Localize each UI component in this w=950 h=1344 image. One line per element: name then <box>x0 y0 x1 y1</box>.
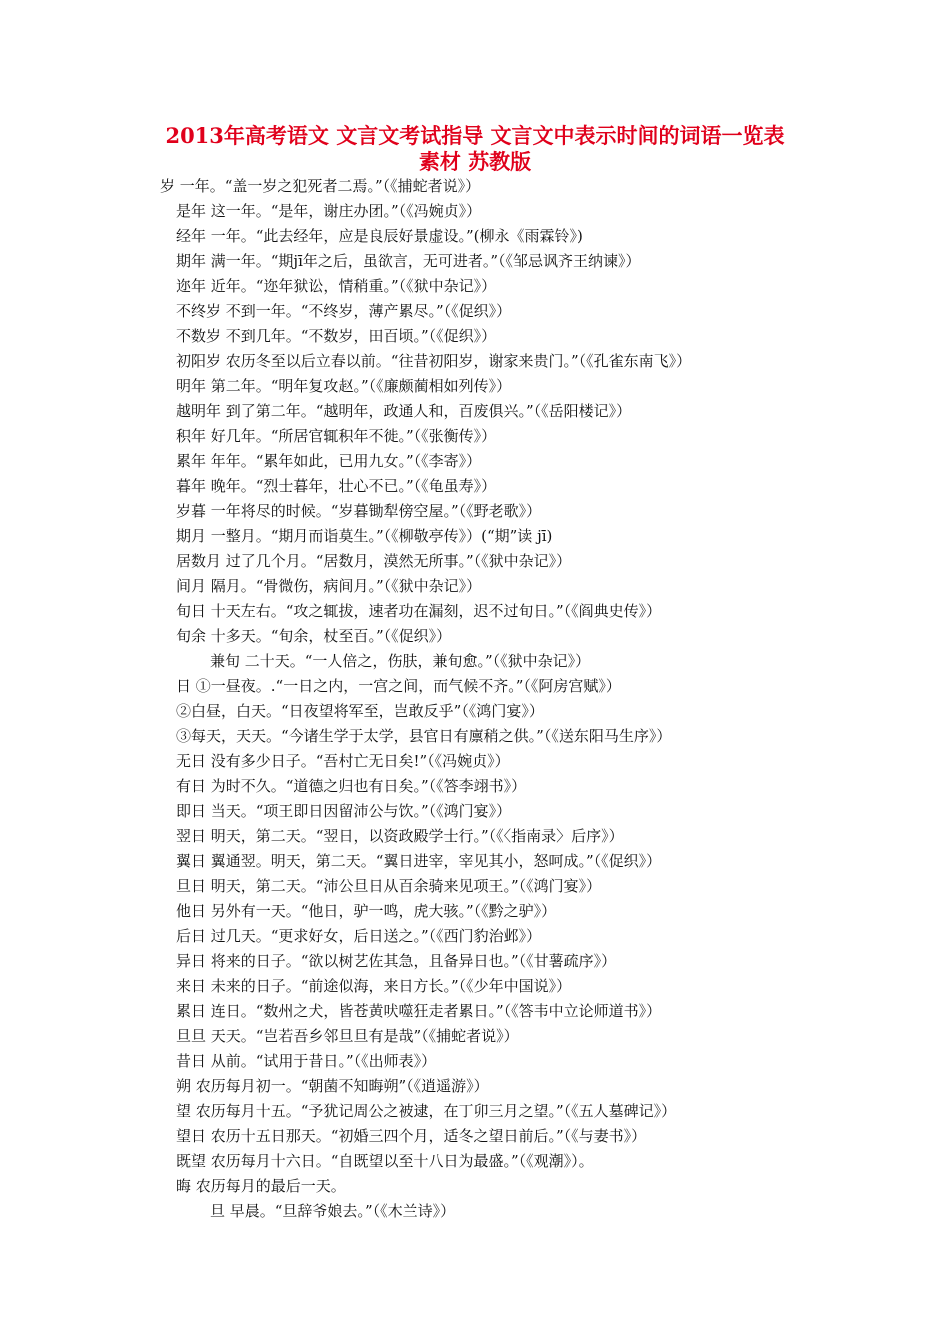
entry-line: 间月 隔月。“骨微伤，病间月。”（《狱中杂记》） <box>176 577 482 595</box>
entry-line: 旬日 十天左右。“攻之辄拔，速者功在漏刻，迟不过旬日。”（《阎典史传》） <box>176 602 662 620</box>
entry-line: 异日 将来的日子。“欲以树艺佐其急，且备异日也。”（《甘薯疏序》） <box>176 952 617 970</box>
entry-line: 累日 连日。“数州之犬，皆苍黄吠噬狂走者累日。”（《答韦中立论师道书》） <box>176 1002 662 1020</box>
entry-line: 岁 一年。“盖一岁之犯死者二焉。”（《捕蛇者说》） <box>160 177 481 195</box>
entry-line: 期年 满一年。“期jī年之后，虽欲言，无可进者。”（《邹忌讽齐王纳谏》） <box>176 252 641 270</box>
entry-line: 晦 农历每月的最后一天。 <box>176 1177 346 1195</box>
entry-line: 望 农历每月十五。“予犹记周公之被逮，在丁卯三月之望。”（《五人墓碑记》） <box>176 1102 677 1120</box>
entry-line: 无日 没有多少日子。“吾村亡无日矣!”（《冯婉贞》） <box>176 752 510 770</box>
document-title-line-2: 素材 苏教版 <box>418 149 532 174</box>
entry-line: 来日 未来的日子。“前途似海，来日方长。”（《少年中国说》） <box>176 977 572 995</box>
entry-line: ③每天，天天。“今诸生学于太学，县官日有廪稍之供。”（《送东阳马生序》） <box>176 727 672 745</box>
entry-line: 望日 农历十五日那天。“初婚三四个月，适冬之望日前后。”（《与妻书》） <box>176 1127 647 1145</box>
entry-line: 期月 一整月。“期月而诣莫生。”（《柳敬亭传》）(“期”读 jī) <box>176 527 553 545</box>
entry-line: 不终岁 不到一年。“不终岁，薄产累尽。”（《促织》） <box>176 302 512 320</box>
entry-line: 既望 农历每月十六日。“自既望以至十八日为最盛。”（《观潮》）。 <box>176 1152 594 1170</box>
entry-line: 明年 第二年。“明年复攻赵。”（《廉颇蔺相如列传》） <box>176 377 512 395</box>
entry-line: 初阳岁 农历冬至以后立春以前。“往昔初阳岁，谢家来贵门。”（《孔雀东南飞》） <box>176 352 692 370</box>
entry-line: 迩年 近年。“迩年狱讼，情稍重。”（《狱中杂记》） <box>176 277 497 295</box>
entry-line: 居数月 过了几个月。“居数月，漠然无所事。”（《狱中杂记》） <box>176 552 572 570</box>
entry-line: 即日 当天。“项王即日因留沛公与饮。”（《鸿门宴》） <box>176 802 512 820</box>
entry-line: 是年 这一年。“是年，谢庄办团。”（《冯婉贞》） <box>176 202 482 220</box>
entry-line: 旦旦 天天。“岂若吾乡邻旦旦有是哉”（《捕蛇者说》） <box>176 1027 519 1045</box>
entry-line: 后日 过几天。“更求好女，后日送之。”（《西门豹治邺》） <box>176 927 542 945</box>
entry-line: 翌日 明天，第二天。“翌日，以资政殿学士行。”（《〈指南录〉后序》） <box>176 827 624 845</box>
entry-line: 旦日 明天，第二天。“沛公旦日从百余骑来见项王。”（《鸿门宴》） <box>176 877 602 895</box>
entry-line: 不数岁 不到几年。“不数岁，田百顷。”（《促织》） <box>176 327 497 345</box>
entry-line: 经年 一年。“此去经年，应是良辰好景虚设。”(柳永《雨霖铃》) <box>176 227 583 245</box>
entry-line: 翼日 翼通翌。明天，第二天。“翼日进宰，宰见其小，怒呵成。”（《促织》） <box>176 852 662 870</box>
entry-line: 朔 农历每月初一。“朝菌不知晦朔”（《逍遥游》） <box>176 1077 489 1095</box>
entry-line: 有日 为时不久。“道德之归也有日矣。”（《答李翊书》） <box>176 777 527 795</box>
entry-line: 岁暮 一年将尽的时候。“岁暮锄犁傍空屋。”（《野老歌》） <box>176 502 542 520</box>
entry-line: 兼旬 二十天。“一人倍之，伤肤，兼旬愈。”（《狱中杂记》） <box>210 652 591 670</box>
entry-line: 暮年 晚年。“烈士暮年，壮心不已。”（《龟虽寿》） <box>176 477 497 495</box>
entry-line: 越明年 到了第二年。“越明年，政通人和，百废俱兴。”（《岳阳楼记》） <box>176 402 632 420</box>
entry-line: ②白昼，白天。“日夜望将军至，岂敢反乎”（《鸿门宴》） <box>176 702 544 720</box>
entry-line: 旬余 十多天。“旬余，杖至百。”（《促织》） <box>176 627 452 645</box>
entry-line: 昔日 从前。“试用于昔日。”（《出师表》） <box>176 1052 437 1070</box>
entry-line: 日 ①一昼夜。.“一日之内，一宫之间，而气候不齐。”（《阿房宫赋》） <box>176 677 621 695</box>
entry-line: 旦 早晨。“旦辞爷娘去。”（《木兰诗》） <box>210 1202 456 1220</box>
entry-line: 他日 另外有一天。“他日，驴一鸣，虎大骇。”（《黔之驴》） <box>176 902 557 920</box>
document-title-line-1: 2013年高考语文 文言文考试指导 文言文中表示时间的词语一览表 <box>165 123 785 148</box>
entry-line: 积年 好几年。“所居官辄积年不徙。”（《张衡传》） <box>176 427 497 445</box>
entry-line: 累年 年年。“累年如此，已用九女。”（《李寄》） <box>176 452 482 470</box>
